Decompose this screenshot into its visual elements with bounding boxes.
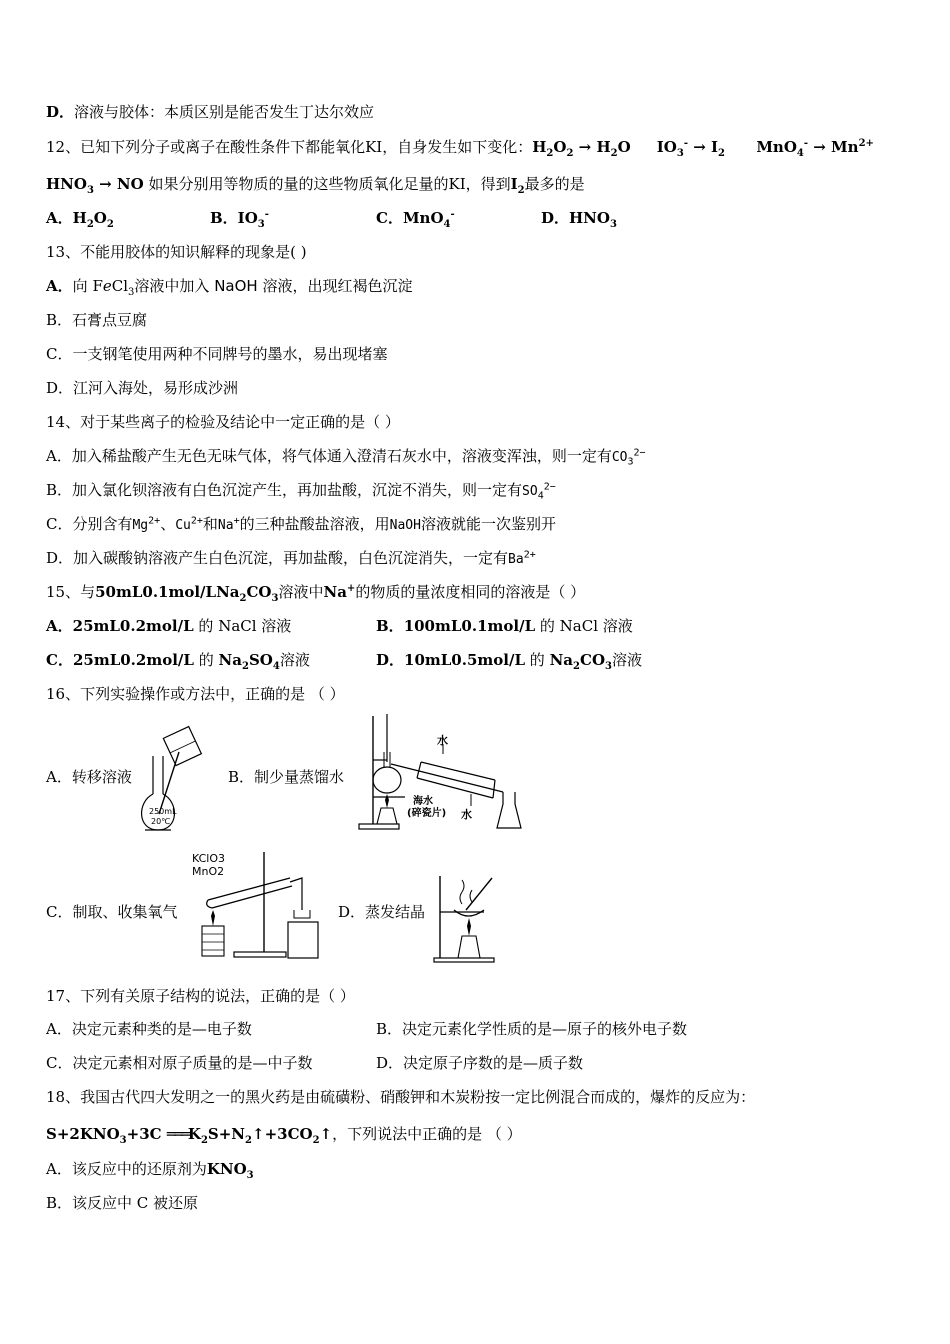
q15-option-c: C．25mL0.2mol/L 的 $Na_2SO_4$溶液 <box>46 651 310 672</box>
q17-option-a: A．决定元素种类的是—电子数 <box>46 1020 252 1038</box>
q13-option-a: A．向 FeCl$_3$溶液中加入 NaOH 溶液，出现红褐色沉淀 <box>46 277 413 298</box>
distillation-diagram <box>355 712 527 832</box>
q14-option-b: B．加入氯化钡溶液有白色沉淀产生，再加盐酸，沉淀不消失，则一定有$SO_4^{2-}$ <box>46 481 556 502</box>
q14-option-c: C．分别含有$Mg^{2+}$、$Cu^{2+}$和Na+的三种盐酸盐溶液，用NaOH溶液就能一次鉴别开 <box>46 515 556 533</box>
oxygen-collection-diagram <box>190 848 330 966</box>
q16-option-d: D．蒸发结晶 <box>338 903 426 921</box>
transfer-solution-diagram <box>135 722 217 834</box>
q12-stem-line2: $HNO_3$ → NO 如果分别用等物质的量的这些物质氧化足量的KI，得到$I_2$最多的是 <box>46 175 585 196</box>
q16-stem: 16、下列实验操作或方法中，正确的是 （ ） <box>46 685 345 703</box>
q12-option-b: B．$IO_3^-$ <box>210 209 269 230</box>
q18-equation: $S+2KNO_3+3C$ $═══K_2S+N_2↑+3CO_2↑$，下列说法中正确的是 （ ） <box>46 1125 522 1146</box>
q12-option-d: D．$HNO_3$ <box>541 209 617 230</box>
q11-option-d: D．溶液与胶体：本质区别是能否发生丁达尔效应 <box>46 103 375 121</box>
q17-option-b: B．决定元素化学性质的是—原子的核外电子数 <box>376 1020 688 1038</box>
q16-option-b: B．制少量蒸馏水 <box>228 768 345 786</box>
flask-temp-label: 20℃ <box>151 817 171 826</box>
q14-option-d: D．加入碳酸钠溶液产生白色沉淀，再加盐酸，白色沉淀消失，一定有$Ba^{2+}$ <box>46 549 536 567</box>
q15-option-a: A．25mL0.2mol/L 的 NaCl 溶液 <box>46 617 292 635</box>
q12-option-a: A．$H_2O_2$ <box>46 209 114 230</box>
seawater-label: 海水 <box>413 796 433 807</box>
q17-stem: 17、下列有关原子结构的说法，正确的是（ ） <box>46 987 355 1005</box>
mno2-label: MnO2 <box>192 865 225 878</box>
q15-option-d: D．10mL0.5mol/L 的 $Na_2CO_3$溶液 <box>376 651 642 672</box>
q12-option-c: C．MnO$_4$- <box>376 209 455 230</box>
q16-option-c: C．制取、收集氧气 <box>46 903 178 921</box>
q13-option-c: C．一支钢笔使用两种不同牌号的墨水，易出现堵塞 <box>46 345 388 363</box>
q15-stem: 15、与$50mL0.1mol/LNa_2CO_3$溶液中Na+的物质的量浓度相同的溶液是（ ） <box>46 583 586 604</box>
porcelain-label: (碎瓷片) <box>407 808 447 819</box>
q16-option-a: A．转移溶液 <box>46 768 132 786</box>
q18-option-a: A．该反应中的还原剂为$KNO_3$ <box>46 1160 254 1181</box>
water-out-label: 水 <box>461 808 472 821</box>
evaporation-diagram <box>432 872 500 964</box>
q14-option-a: A．加入稀盐酸产生无色无味气体，将气体通入澄清石灰水中，溶液变浑浊，则一定有$CO_3^{2-}$ <box>46 447 646 468</box>
q15-option-b: B．100mL0.1mol/L 的 NaCl 溶液 <box>376 617 633 635</box>
q17-option-c: C．决定元素相对原子质量的是—中子数 <box>46 1054 313 1072</box>
flask-volume-label: 250mL <box>149 807 177 816</box>
q12-stem-line1: 12、已知下列分子或离子在酸性条件下都能氧化KI，自身发生如下变化：$H_2O_2 \to H_2O$ $IO_3^- \to I_2$ $MnO_4^- \to Mn^{2+}$ <box>46 138 874 159</box>
q18-option-b: B．该反应中 C 被还原 <box>46 1194 199 1212</box>
q17-option-d: D．决定原子序数的是—质子数 <box>376 1054 584 1072</box>
q13-option-d: D．江河入海处，易形成沙洲 <box>46 379 239 397</box>
q13-stem: 13、不能用胶体的知识解释的现象是( ) <box>46 243 307 261</box>
water-in-label: 水 <box>437 734 448 747</box>
q14-stem: 14、对于某些离子的检验及结论中一定正确的是（ ） <box>46 413 400 431</box>
q13-option-b: B．石膏点豆腐 <box>46 311 148 329</box>
kclo3-label: KClO3 <box>192 852 226 865</box>
q18-stem: 18、我国古代四大发明之一的黑火药是由硫磺粉、硝酸钾和木炭粉按一定比例混合而成的，爆炸的反应为： <box>46 1088 756 1106</box>
